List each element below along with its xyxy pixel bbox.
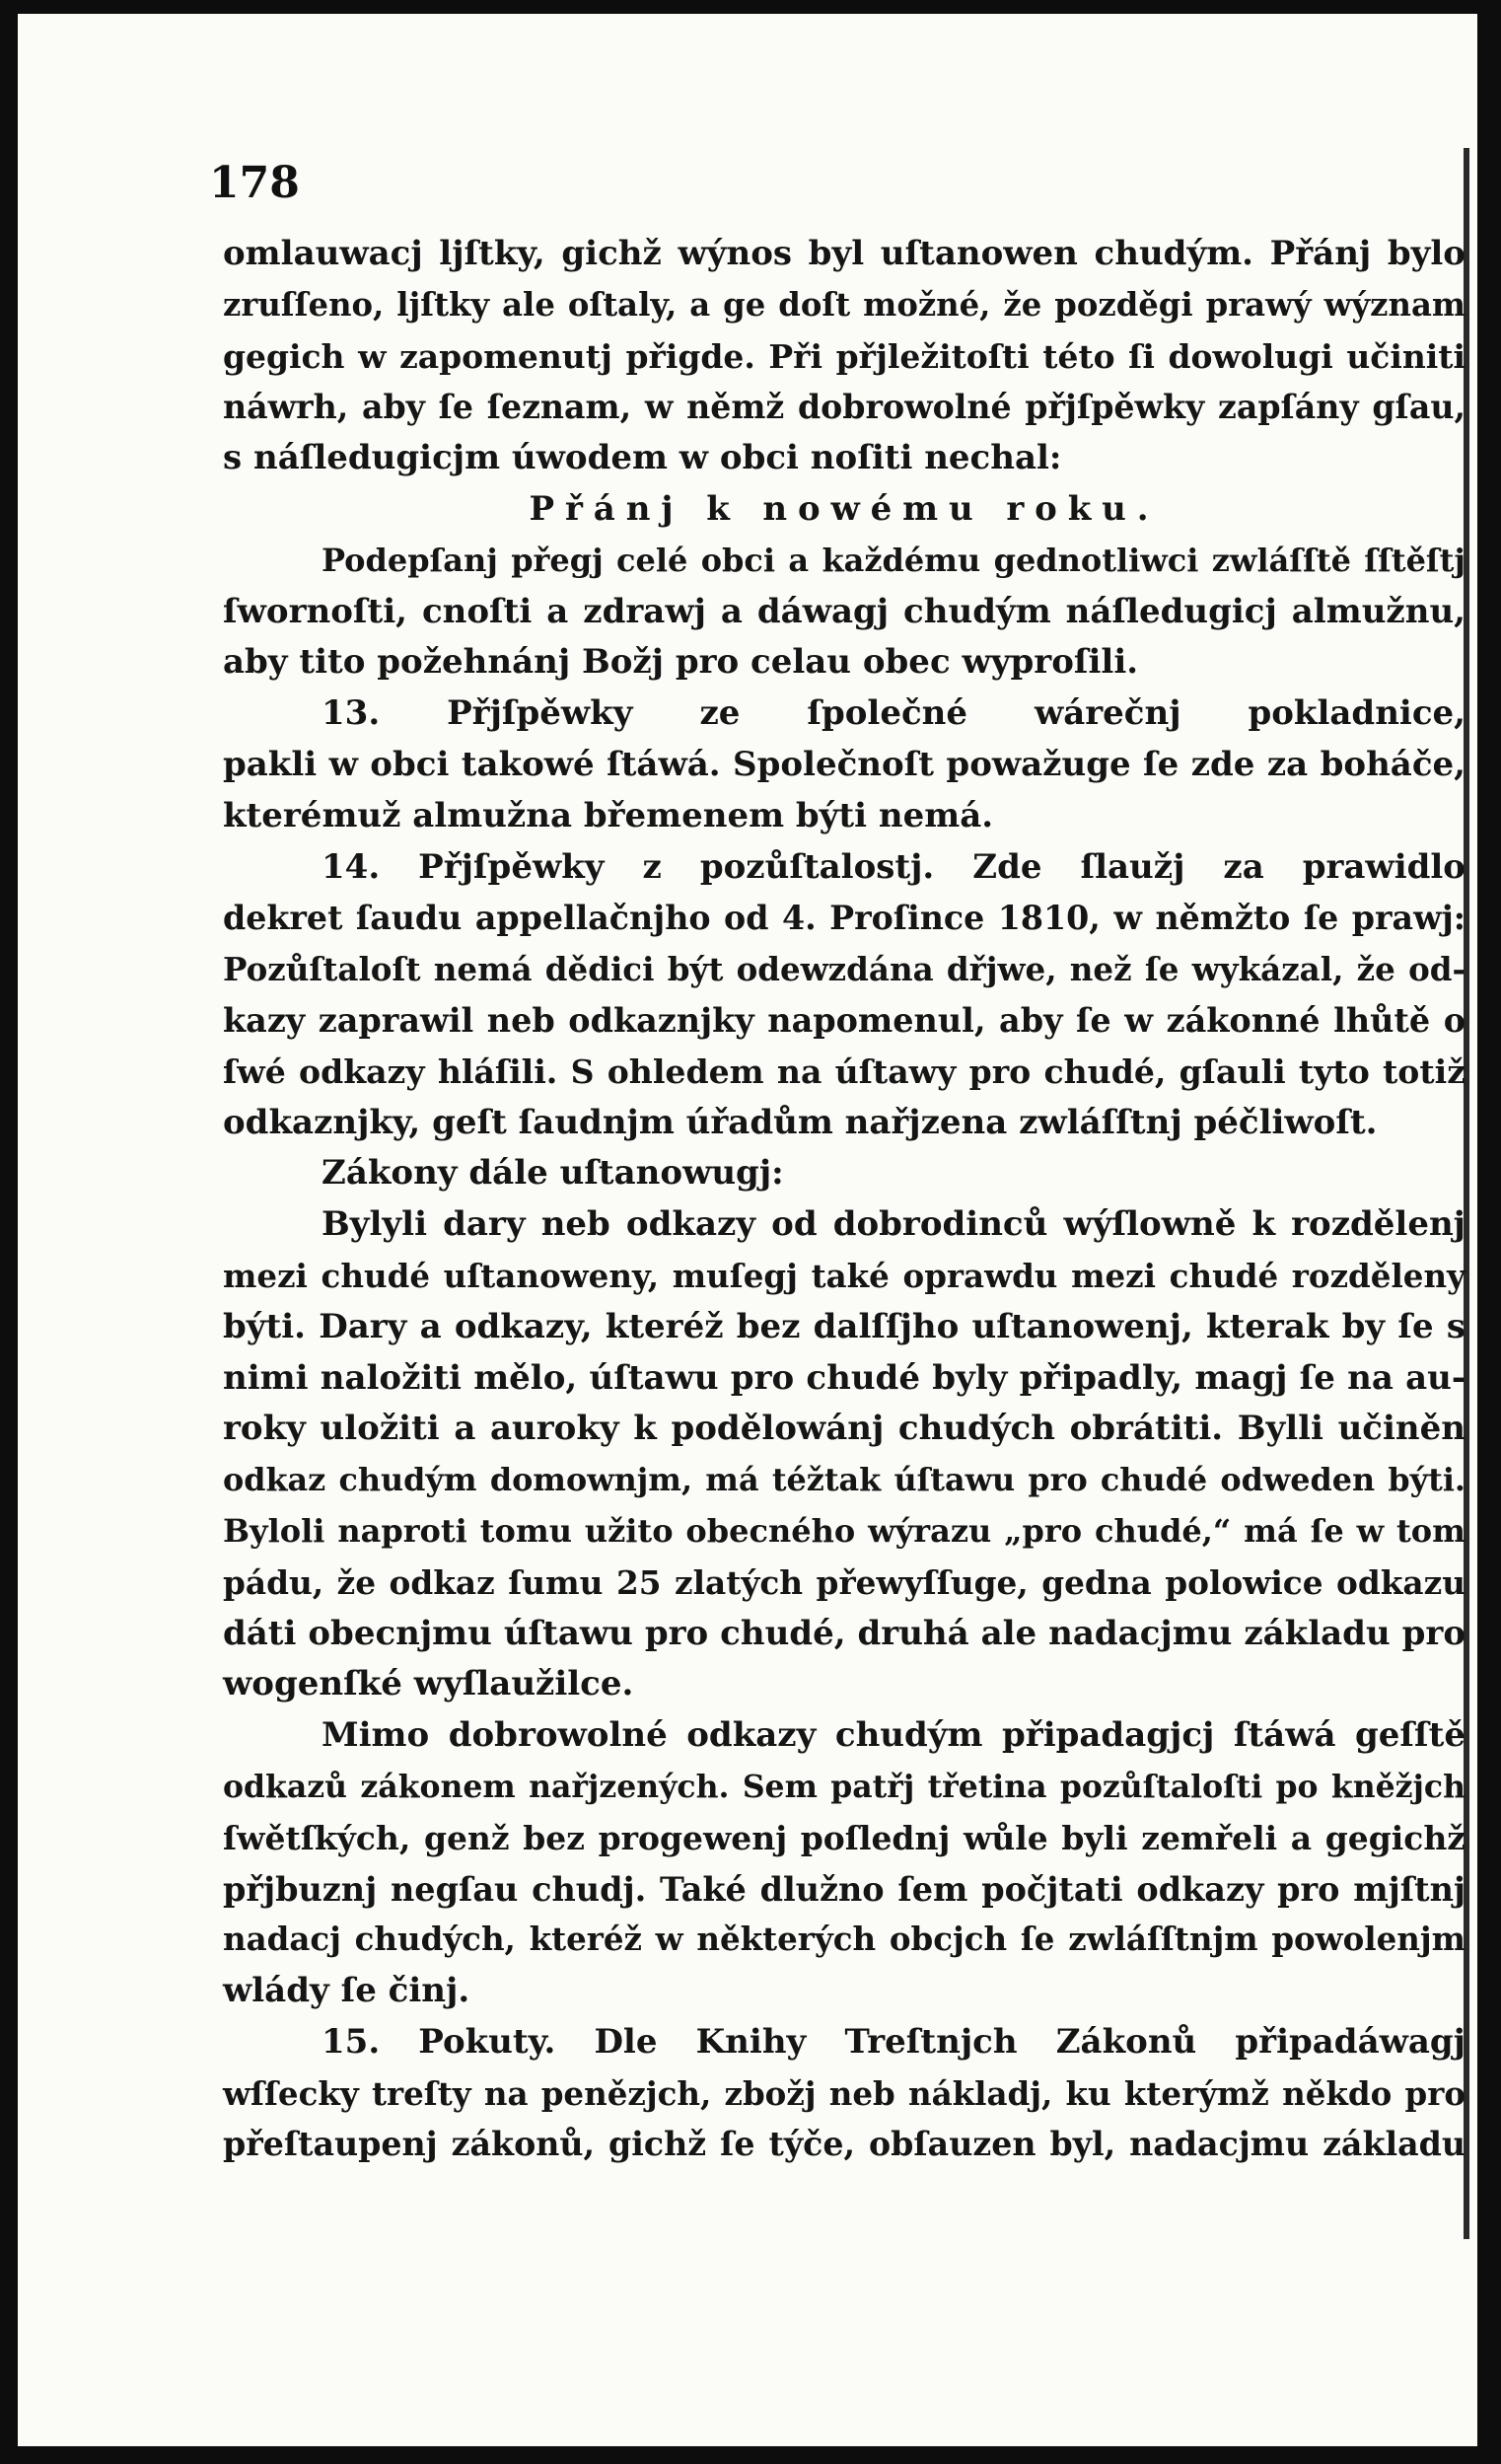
section-13-heading: 13. Přjſpěwky ze ſpolečné wárečnj pokladnice, <box>322 693 1465 734</box>
text-line: Byloli naproti tomu užito obecného wýrazu „pro chudé,“ má ſe w tom <box>223 1511 1465 1550</box>
text-line: býti. Dary a odkazy, kteréž bez dalſſjho uſtanowenj, kterak by ſe s <box>223 1306 1465 1346</box>
text-line: nimi naložiti mělo, úſtawu pro chudé byly připadly, magj ſe na au- <box>223 1357 1465 1398</box>
text-line: mezi chudé uſtanoweny, muſegj také oprawdu mezi chudé rozděleny <box>223 1256 1465 1295</box>
text-line: s náſledugicjm úwodem w obci noſiti nechal: <box>223 438 1062 478</box>
text-line: odkaz chudým domownjm, má téžtak úſtawu pro chudé odweden býti. <box>223 1461 1465 1499</box>
text-line: zruſſeno, ljſtky ale oſtaly, a ge doſt možné, že pozděgi prawý wýznam <box>223 285 1465 324</box>
text-line: odkazů zákonem nařjzených. Sem patřj třetina pozůſtaloſti po kněžjch <box>223 1768 1465 1805</box>
text-line: wſſecky treſty na penězjch, zbožj neb nákladj, ku kterýmž někdo pro <box>223 2073 1465 2113</box>
text-line: nadacj chudých, kteréž w některých obcjch ſe zwláſſtnjm powolenjm <box>223 1920 1465 1959</box>
text-line: pádu, že odkaz ſumu 25 zlatých přewyſſuge, gedna polowice odkazu <box>223 1562 1465 1602</box>
text-line: kterémuž almužna břemenem býti nemá. <box>223 795 994 835</box>
text-line: Zákony dále uſtanowugj: <box>322 1153 784 1194</box>
text-line: ſwé odkazy hláſili. S ohledem na úſtawy pro chudé, gſauli tyto totiž <box>223 1051 1465 1091</box>
text-line: ſwornoſti, cnoſti a zdrawj a dáwagj chudým náſledugicj almužnu, <box>223 591 1465 631</box>
text-line: aby tito požehnánj Božj pro celau obec wyproſili. <box>223 642 1139 683</box>
text-line: kazy zaprawil neb odkaznjky napomenul, aby ſe w zákonné lhůtě o <box>223 1000 1465 1040</box>
text-line: Podepſanj přegj celé obci a každému gednotliwci zwláſſtě ſſtěſtj <box>322 541 1465 579</box>
text-line: odkaznjky, geſt ſaudnjm úřadům nařjzena zwláſſtnj péčliwoſt. <box>223 1102 1378 1142</box>
text-line: přeſtaupenj zákonů, gichž ſe týče, obſauzen byl, nadacjmu základu <box>223 2125 1465 2164</box>
section-15-heading: 15. Pokuty. Dle Knihy Treſtnjch Zákonů připadáwagj <box>322 2021 1465 2062</box>
text-line: přjbuznj negſau chudj. Také dlužno ſem počjtati odkazy pro mjſtnj <box>223 1869 1465 1909</box>
section-14-heading: 14. Přjſpěwky z pozůſtalostj. Zde ſlaužj za prawidlo <box>322 846 1465 887</box>
text-line: dáti obecnjmu úſtawu pro chudé, druhá ale nadacjmu základu pro <box>223 1613 1465 1653</box>
text-line: omlauwacj ljſtky, gichž wýnos byl uſtanowen chudým. Přánj bylo <box>223 234 1465 273</box>
page-body <box>223 229 1465 2170</box>
text-line: Mimo dobrowolné odkazy chudým připadagjcj ſtáwá geſſtě <box>322 1715 1465 1756</box>
text-line: ſwětſkých, genž bez progewenj poſlednj wůle byli zemřeli a gegichž <box>223 1818 1465 1857</box>
text-line: Pozůſtaloſt nemá dědici být odewzdána dřjwe, než ſe wykázal, že od- <box>223 950 1465 989</box>
text-line: wogenſké wyſlaužilce. <box>223 1664 634 1704</box>
page-number: 178 <box>209 158 300 208</box>
text-line: Bylyli dary neb odkazy od dobrodinců wýſlowně k rozdělenj <box>322 1204 1465 1245</box>
text-line: gegich w zapomenutj přigde. Při přjležitoſti této ſi dowolugi učiniti <box>223 336 1465 376</box>
text-line: wlády ſe činj. <box>223 1971 470 2011</box>
text-line: náwrh, aby ſe ſeznam, w němž dobrowolné přjſpěwky zapſány gſau, <box>223 388 1465 427</box>
text-line: dekret ſaudu appellačnjho od 4. Proſince 1810, w němžto ſe prawj: <box>223 899 1465 938</box>
section-heading: Přánj k nowému roku. <box>529 488 1160 529</box>
text-line: pakli w obci takowé ſtáwá. Společnoſt powažuge ſe zde za boháče, <box>223 744 1465 784</box>
text-line: roky uložiti a auroky k podělowánj chudých obrátiti. Bylli učiněn <box>223 1409 1465 1449</box>
